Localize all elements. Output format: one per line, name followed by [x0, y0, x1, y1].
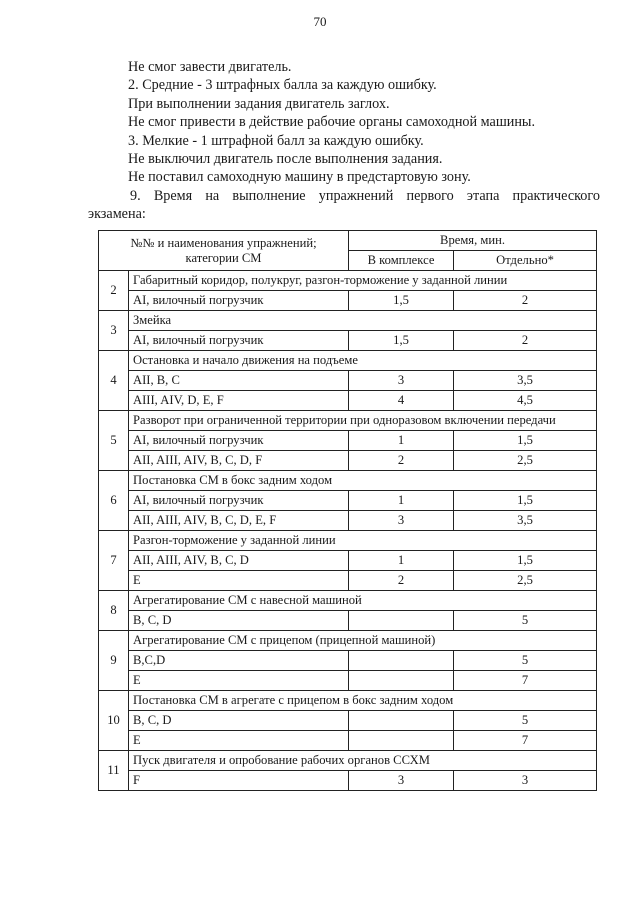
category-row — [99, 451, 597, 471]
time-separate-cell: 1,5 — [454, 491, 597, 511]
category-row — [99, 771, 597, 791]
category-cell: AII, AIII, AIV, B, C, D, E, F — [129, 511, 349, 531]
header-exercise-cell — [99, 231, 349, 271]
category-row — [99, 551, 597, 571]
category-cell: E — [129, 571, 349, 591]
time-complex-cell: 1,5 — [349, 291, 454, 311]
word: на — [205, 187, 220, 204]
time-separate-cell: 7 — [454, 671, 597, 691]
category-cell: AI, вилочный погрузчик — [129, 331, 349, 351]
paragraph: При выполнении задания двигатель заглох. — [128, 95, 390, 112]
paragraph: 3. Мелкие - 1 штрафной балл за каждую ошибку. — [128, 132, 424, 149]
time-separate-cell: 2 — [454, 291, 597, 311]
exercise-number: 4 — [99, 351, 129, 411]
exercise-number: 8 — [99, 591, 129, 631]
time-complex-cell: 2 — [349, 571, 454, 591]
category-cell: AI, вилочный погрузчик — [129, 291, 349, 311]
time-complex-cell: 1 — [349, 491, 454, 511]
exercise-number: 5 — [99, 411, 129, 471]
time-complex-cell: 1 — [349, 431, 454, 451]
category-row — [99, 711, 597, 731]
exercise-title-row — [99, 311, 597, 331]
category-row — [99, 731, 597, 751]
table-header-row — [99, 231, 597, 251]
time-complex-cell: 1 — [349, 551, 454, 571]
category-cell: E — [129, 671, 349, 691]
page-number: 70 — [313, 14, 327, 29]
exercise-title-row — [99, 411, 597, 431]
category-cell: F — [129, 771, 349, 791]
category-cell: B, C, D — [129, 711, 349, 731]
category-cell: B, C, D — [129, 611, 349, 631]
header-separate: Отдельно* — [454, 251, 597, 271]
category-row — [99, 431, 597, 451]
time-separate-cell: 3,5 — [454, 511, 597, 531]
word: Время — [153, 187, 193, 204]
header-time: Время, мин. — [349, 231, 597, 251]
category-row — [99, 571, 597, 591]
category-cell: AI, вилочный погрузчик — [129, 431, 349, 451]
exercise-number: 10 — [99, 691, 129, 751]
time-complex-cell — [349, 731, 454, 751]
exercise-title-row — [99, 531, 597, 551]
category-row — [99, 491, 597, 511]
time-complex-cell: 3 — [349, 511, 454, 531]
category-row — [99, 511, 597, 531]
paragraph: 2. Средние - 3 штрафных балла за каждую ошибку. — [128, 77, 437, 94]
time-complex-cell — [349, 671, 454, 691]
time-separate-cell: 5 — [454, 611, 597, 631]
exercise-time-table — [98, 230, 597, 791]
time-complex-cell — [349, 611, 454, 631]
exercise-title-row — [99, 271, 597, 291]
exercise-title: Постановка СМ в бокс задним ходом — [129, 471, 597, 491]
category-row — [99, 371, 597, 391]
exercise-title-row — [99, 691, 597, 711]
category-cell: AII, AIII, AIV, B, C, D, F — [129, 451, 349, 471]
header-exercise-label: №№ и наименования упражнений; — [130, 235, 317, 250]
category-cell: AIII, AIV, D, E, F — [129, 391, 349, 411]
category-row — [99, 671, 597, 691]
time-separate-cell: 1,5 — [454, 551, 597, 571]
time-separate-cell: 2,5 — [454, 451, 597, 471]
header-complex: В комплексе — [349, 251, 454, 271]
exercise-title: Пуск двигателя и опробование рабочих органов ССХМ — [129, 751, 597, 771]
time-complex-cell: 3 — [349, 771, 454, 791]
category-row — [99, 331, 597, 351]
category-row — [99, 611, 597, 631]
word: упражнений — [318, 187, 394, 204]
paragraph: Не выключил двигатель после выполнения задания. — [128, 151, 443, 168]
exercise-title-row — [99, 471, 597, 491]
exercise-title: Змейка — [129, 311, 597, 331]
exercise-number: 11 — [99, 751, 129, 791]
exercise-number: 6 — [99, 471, 129, 531]
exercise-number: 7 — [99, 531, 129, 591]
time-complex-cell: 3 — [349, 371, 454, 391]
time-complex-cell — [349, 711, 454, 731]
time-separate-cell: 3 — [454, 771, 597, 791]
header-category-label: категории СМ — [185, 250, 262, 265]
time-separate-cell: 2 — [454, 331, 597, 351]
word: практического — [512, 187, 600, 204]
exercise-number: 3 — [99, 311, 129, 351]
category-cell: AII, AIII, AIV, B, C, D — [129, 551, 349, 571]
word: выполнение — [232, 187, 306, 204]
exercise-title: Разворот при ограниченной территории при одноразовом включении передачи — [129, 411, 597, 431]
time-separate-cell: 5 — [454, 711, 597, 731]
time-separate-cell: 5 — [454, 651, 597, 671]
paragraph-time-heading — [88, 187, 600, 205]
paragraph: Не смог привести в действие рабочие органы самоходной машины. — [128, 114, 536, 131]
time-complex-cell: 2 — [349, 451, 454, 471]
exercise-number: 2 — [99, 271, 129, 311]
exercise-title-row — [99, 351, 597, 371]
time-separate-cell: 4,5 — [454, 391, 597, 411]
exercise-title: Габаритный коридор, полукруг, разгон-торможение у заданной линии — [129, 271, 597, 291]
category-row — [99, 291, 597, 311]
word: первого — [406, 187, 454, 204]
time-separate-cell: 7 — [454, 731, 597, 751]
paragraph: экзамена: — [88, 206, 146, 223]
exercise-title-row — [99, 631, 597, 651]
paragraph: Не смог завести двигатель. — [128, 59, 292, 75]
time-separate-cell: 3,5 — [454, 371, 597, 391]
exercise-title: Остановка и начало движения на подъеме — [129, 351, 597, 371]
exercise-title: Постановка СМ в агрегате с прицепом в бокс задним ходом — [129, 691, 597, 711]
time-complex-cell: 4 — [349, 391, 454, 411]
category-cell: E — [129, 731, 349, 751]
exercise-title: Разгон-торможение у заданной линии — [129, 531, 597, 551]
exercise-title-row — [99, 591, 597, 611]
time-complex-cell — [349, 651, 454, 671]
table-body — [99, 231, 597, 791]
body-text — [88, 58, 600, 224]
exercise-title-row — [99, 751, 597, 771]
time-complex-cell: 1,5 — [349, 331, 454, 351]
category-cell: AI, вилочный погрузчик — [129, 491, 349, 511]
time-separate-cell: 2,5 — [454, 571, 597, 591]
category-row — [99, 651, 597, 671]
category-row — [99, 391, 597, 411]
exercise-title: Агрегатирование СМ с навесной машиной — [129, 591, 597, 611]
category-cell: AII, B, C — [129, 371, 349, 391]
paragraph: Не поставил самоходную машину в предстартовую зону. — [128, 169, 471, 186]
exercise-number: 9 — [99, 631, 129, 691]
word: 9. — [130, 187, 141, 204]
word: этапа — [466, 187, 500, 204]
exercise-title: Агрегатирование СМ с прицепом (прицепной машиной) — [129, 631, 597, 651]
time-separate-cell: 1,5 — [454, 431, 597, 451]
category-cell: B,C,D — [129, 651, 349, 671]
